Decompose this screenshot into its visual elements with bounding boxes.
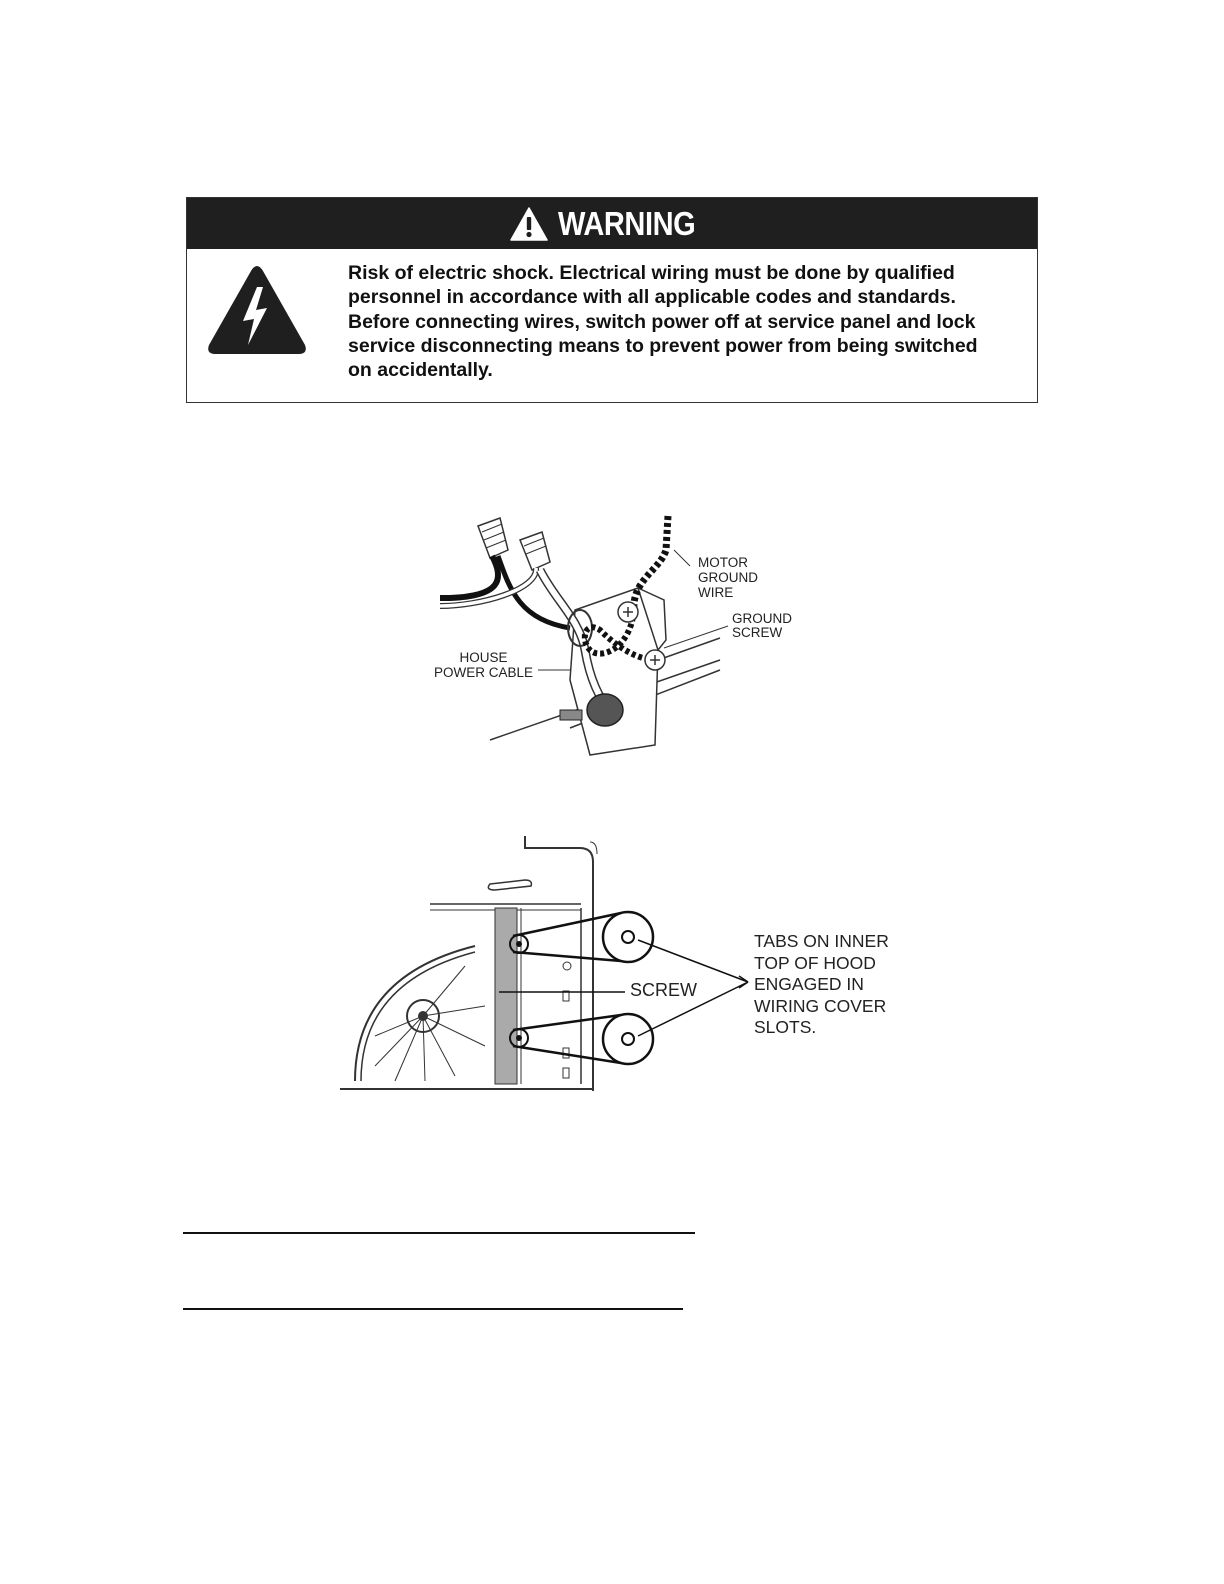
house-power-cable-label: HOUSE POWER CABLE [434, 650, 534, 680]
ground-screw-label: GROUND SCREW [732, 611, 792, 640]
wiring-cover-diagram [335, 836, 905, 1096]
warning-box [186, 197, 1038, 403]
motor-ground-wire-label: MOTOR GROUND WIRE [698, 555, 758, 600]
blank-line [183, 1232, 695, 1234]
warning-triangle-icon [510, 207, 548, 241]
warning-line: Risk of electric shock. Electrical wiring must be done by qualified [348, 262, 955, 284]
warning-line: on accidentally. [348, 359, 493, 382]
warning-text [348, 261, 1028, 382]
electric-shock-icon [205, 263, 309, 358]
warning-line: service disconnecting means to prevent power from being switched [348, 334, 978, 357]
warning-header [187, 198, 1037, 249]
screw-label: SCREW [630, 980, 697, 1000]
warning-line: personnel in accordance with all applicable codes and standards. [348, 286, 956, 309]
warning-line: Before connecting wires, switch power off at service panel and lock [348, 310, 976, 333]
wiring-diagram [420, 510, 810, 760]
blank-line [183, 1308, 683, 1310]
tabs-label: TABS ON INNER TOP OF HOOD ENGAGED IN WIRING COVER SLOTS. [754, 931, 889, 1037]
warning-body [187, 249, 1037, 402]
warning-title: WARNING [558, 204, 696, 242]
